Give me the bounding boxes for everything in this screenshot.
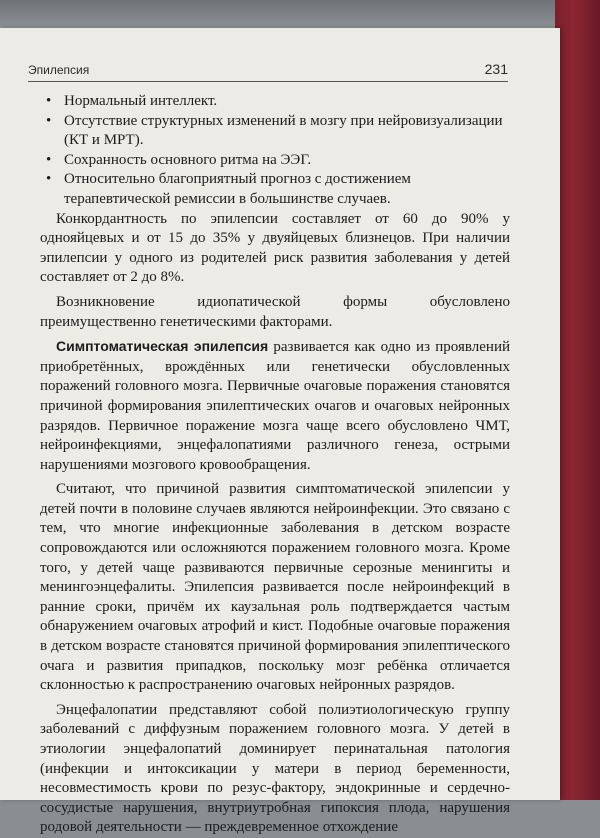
paragraph-encephalopathies: Энцефалопатии представляют собой полиэтиологическую группу заболеваний с диффузным поражением головного мозга. У детей в этиологии энцефалопатий доминирует перинатальная патология (инфекции и интоксикации у матери в период беременности, несовместимость крови по резус-фактору, эндокринные и сердечно-сосудистые нарушения, внутриутробная гипоксия плода, нарушения родовой деятельности — преждевременное отхождение [40,701,510,836]
paragraph-concordance: Конкордантность по эпилепсии составляет от 60 до 90% у однояйцевых и от 15 до 35% у двуяйцевых близнецов. При наличии эпилепсии у одного из родителей риск развития заболевания у детей составляет от 2 до 8%. [40,210,510,286]
book-spine [555,0,600,800]
running-title: Эпилепсия [28,63,90,77]
paragraph-idiopathic: Возникновение идиопатической формы обусловлено преимущественно генетическими факторами. [40,293,510,330]
paragraph-text: развивается как одно из проявлений приобретённых, врождённых или генетически обусловленных поражений головного мозга. Первичные очаговые поражения становятся причиной формирования эпилептических очагов и очаговых нейронных разрядов. Первичное поражение мозга чаще всего обусловлено ЧМТ, нейроинфекциями, энцефалопатиями различного генеза, острыми нарушениями мозгового кровообращения. [40,339,510,473]
page-header [28,61,508,79]
bullet-item: • Сохранность основного ритма на ЭЭГ. [40,151,510,171]
bullet-item: • Относительно благоприятный прогноз с достижением терапевтической ремиссии в большинстве случаев. [40,170,510,209]
paragraph-symptomatic [40,337,510,475]
book-page [0,28,560,836]
bullet-item: • Нормальный интеллект. [40,92,510,112]
bullet-item: • Отсутствие структурных изменений в мозгу при нейровизуализации (КТ и МРТ). [40,112,510,151]
header-rule [28,81,508,82]
body-text [40,92,510,838]
page-number: 231 [484,61,508,77]
paragraph-lead-term: Симптоматическая эпилепсия [56,338,269,355]
bullet-list [40,92,510,210]
paragraph-neuroinfections: Считают, что причиной развития симптоматической эпилепсии у детей почти в половине случаев являются нейроинфекции. Это связано с тем, что многие инфекционные заболевания в детском возрасте сопровождаются или осложняются поражением головного мозга. Кроме того, у детей чаще развиваются первичные серозные менингиты и менингоэнцефалиты. Эпилепсия развивается после нейроинфекций в ранние сроки, причём их каузальная роль подтверждается частым обнаружением очаговых атрофий и кист. Подобные очаговые поражения в детском возрасте становятся причиной формирования эпилептического очага и развития припадков, поскольку мозг ребёнка отличается склонностью к распространению очаговых нейронных разрядов. [40,481,510,694]
